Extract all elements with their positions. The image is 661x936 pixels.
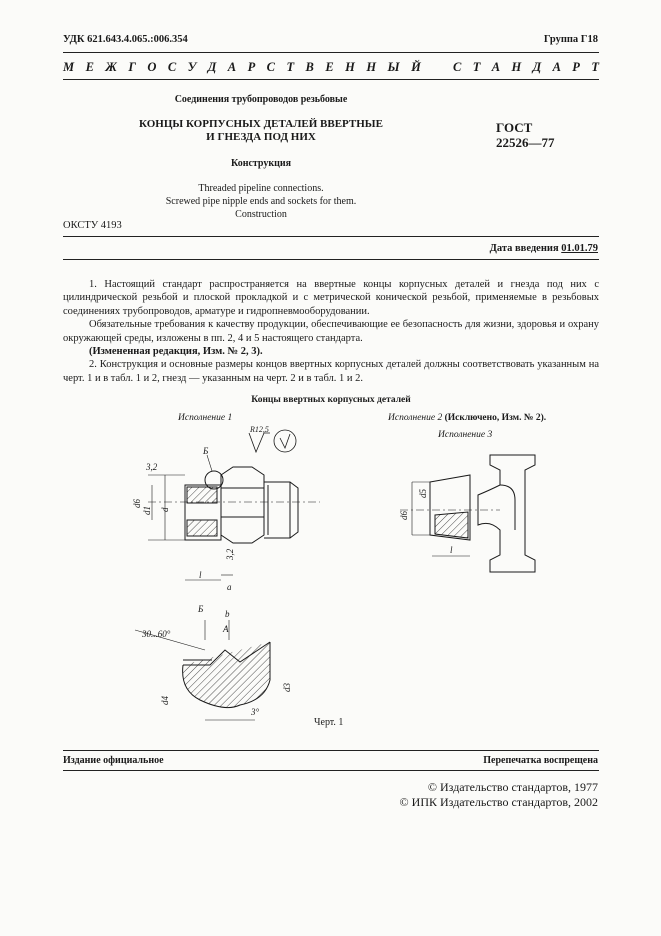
english-line-1: Threaded pipeline connections. (198, 183, 324, 194)
interstate-letter: А (227, 60, 237, 74)
svg-text:l: l (199, 570, 202, 580)
date-label: Дата введения (489, 243, 559, 254)
gost-label: ГОСТ (496, 120, 533, 135)
svg-text:a: a (227, 582, 232, 592)
english-line-2: Screwed pipe nipple ends and sockets for them. (165, 196, 357, 207)
variant-3-drawing (400, 455, 535, 572)
interstate-letter: Е (325, 60, 334, 74)
official-edition: Издание официальное (63, 755, 164, 766)
svg-text:d: d (160, 507, 170, 512)
interstate-letter: Н (511, 60, 522, 74)
okstu-code: ОКСТУ 4193 (63, 220, 122, 231)
paragraph-2: Обязательные требования к качеству продукции, обеспечивающие ее безопасность для жизни, здоровья и охрану окружающей среды, изложены в пп. 2, 4 и 5 настоящего стандарта. (63, 319, 599, 344)
interstate-letter: С (167, 60, 177, 74)
svg-text:3,2: 3,2 (225, 548, 235, 560)
interstate-letter: Г (128, 60, 136, 74)
copyright-block (400, 780, 598, 810)
title-line-2: И ГНЕЗДА ПОД НИХ (206, 131, 316, 143)
interstate-letter: Ж (105, 60, 117, 74)
interstate-letter: Т (472, 60, 481, 74)
svg-text:Б: Б (198, 604, 204, 614)
interstate-letter: Е (85, 60, 94, 74)
paragraph-3: 2. Конструкция и основные размеры концов ввертных корпусных деталей должны соответствовать указанным на черт. 1 и в табл. 1 и 2, гнезд — указанным на черт. 2 и в табл. 1 и 2. (63, 359, 599, 384)
standard-subtitle: Соединения трубопроводов резьбовые (174, 94, 348, 105)
interstate-letter: Д (532, 60, 542, 74)
variant-2-name: Исполнение 2 (388, 413, 443, 423)
interstate-letter: С (453, 60, 462, 74)
copyright-2002: © ИПК Издательство стандартов, 2002 (399, 795, 598, 809)
english-line-3: Construction (235, 209, 287, 220)
interstate-letter: О (147, 60, 157, 74)
variant-1-labels (132, 425, 269, 592)
svg-text:d6: d6 (399, 511, 409, 520)
svg-text:d3: d3 (282, 683, 292, 692)
interstate-letter: Р (247, 60, 256, 74)
svg-text:Б: Б (203, 446, 209, 456)
interstate-letter: Т (286, 60, 295, 74)
svg-text:3°: 3° (251, 707, 260, 717)
footer-rule (63, 750, 599, 751)
svg-text:R12,5: R12,5 (250, 425, 269, 434)
variant-2-note: (Исключено, Изм. № 2). (444, 413, 547, 423)
paragraph-1: 1. Настоящий стандарт распространяется на ввертные концы корпусных деталей и гнезда под них с цилиндрической резьбой и плоской прокладкой и с метрической конической резьбой, применяемые в резьбовых соединениях трубопроводов, арматуре и гидропневмооборудовании. (63, 279, 599, 317)
date-value: 01.01.79 (561, 243, 598, 254)
interstate-letter: В (305, 60, 314, 74)
title-line-1: КОНЦЫ КОРПУСНЫХ ДЕТАЛЕЙ ВВЕРТНЫЕ (139, 118, 383, 130)
udk-code: УДК 621.643.4.065.:006.354 (63, 34, 188, 45)
interstate-letter: С (266, 60, 275, 74)
footer-rule-bottom (63, 770, 599, 771)
reprint-prohibited: Перепечатка воспрещена (483, 755, 598, 766)
svg-text:d5: d5 (418, 489, 428, 498)
svg-text:b: b (225, 609, 230, 619)
interstate-letter: Н (366, 60, 377, 74)
gost-number: 22526—77 (496, 135, 555, 150)
svg-text:30...60°: 30...60° (142, 629, 171, 639)
interstate-letter: Н (345, 60, 355, 74)
variant-3-label: Исполнение 3 (438, 430, 493, 440)
variant-1-label: Исполнение 1 (178, 413, 233, 423)
copyright-1977: © Издательство стандартов, 1977 (427, 780, 598, 794)
interstate-letter: М (63, 60, 75, 74)
svg-text:3,2: 3,2 (146, 462, 158, 472)
interstate-letter: У (187, 60, 197, 74)
amendment-note: (Измененная редакция, Изм. № 2, 3). (89, 346, 263, 358)
svg-text:d6: d6 (132, 499, 142, 508)
figure-caption: Черт. 1 (314, 717, 344, 728)
interstate-letter: Д (207, 60, 217, 74)
figure-title: Концы ввертных корпусных деталей (251, 395, 411, 405)
interstate-letter: Ы (387, 60, 400, 74)
svg-text:l: l (450, 545, 453, 555)
interstate-letter: Й (411, 60, 421, 74)
interstate-letter: А (552, 60, 561, 74)
construction-heading: Конструкция (230, 158, 292, 169)
group-code: Группа Г18 (543, 34, 598, 45)
interstate-letter: Т (591, 60, 599, 74)
interstate-letter: А (491, 60, 501, 74)
svg-text:A: A (223, 624, 229, 634)
svg-text:d1: d1 (142, 506, 152, 515)
interstate-letter: Р (572, 60, 580, 74)
svg-text:d4: d4 (160, 696, 170, 705)
